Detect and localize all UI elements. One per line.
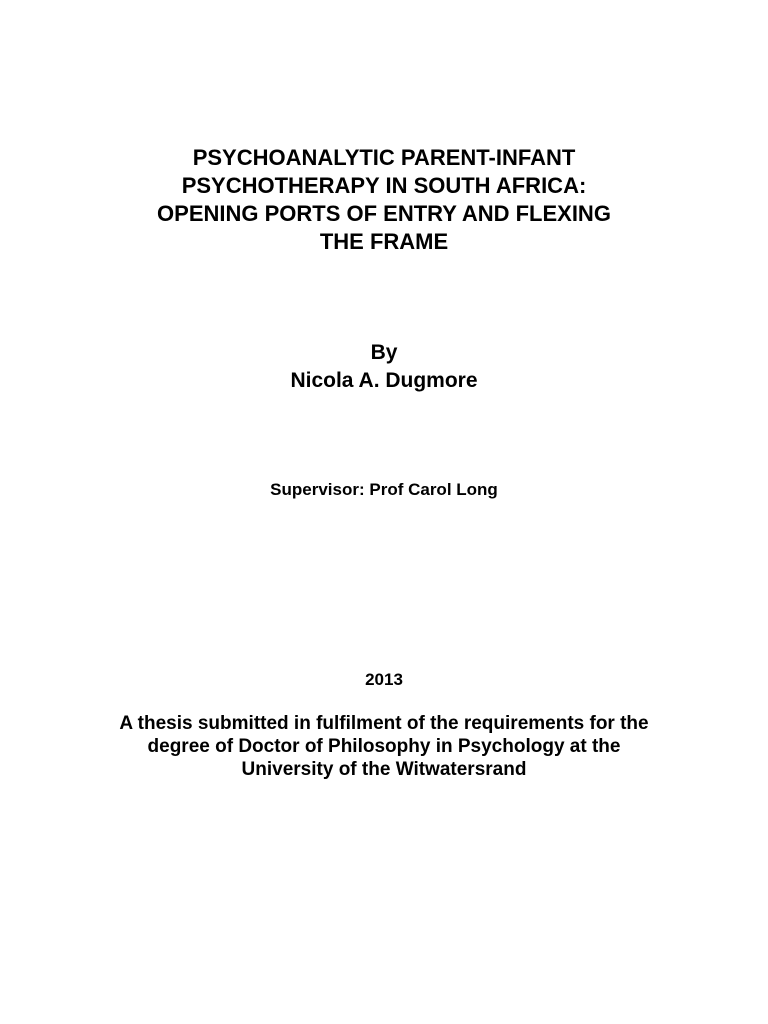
thesis-title-line: PSYCHOTHERAPY IN SOUTH AFRICA: — [181, 173, 587, 198]
degree-statement-line: University of the Witwatersrand — [241, 759, 527, 780]
degree-statement — [0, 712, 768, 781]
submission-year: 2013 — [365, 670, 403, 689]
author-name: Nicola A. Dugmore — [290, 369, 478, 392]
thesis-title-line: THE FRAME — [319, 229, 449, 254]
supervisor-line: Supervisor: Prof Carol Long — [270, 480, 498, 499]
degree-statement-line: degree of Doctor of Philosophy in Psychology at the — [147, 736, 621, 757]
thesis-title-line: OPENING PORTS OF ENTRY AND FLEXING — [157, 201, 611, 226]
by-label: By — [370, 341, 398, 364]
thesis-title-line: PSYCHOANALYTIC PARENT-INFANT — [192, 145, 576, 170]
byline — [0, 339, 768, 395]
thesis-title — [0, 144, 768, 256]
degree-statement-line: A thesis submitted in fulfilment of the requirements for the — [119, 713, 649, 734]
